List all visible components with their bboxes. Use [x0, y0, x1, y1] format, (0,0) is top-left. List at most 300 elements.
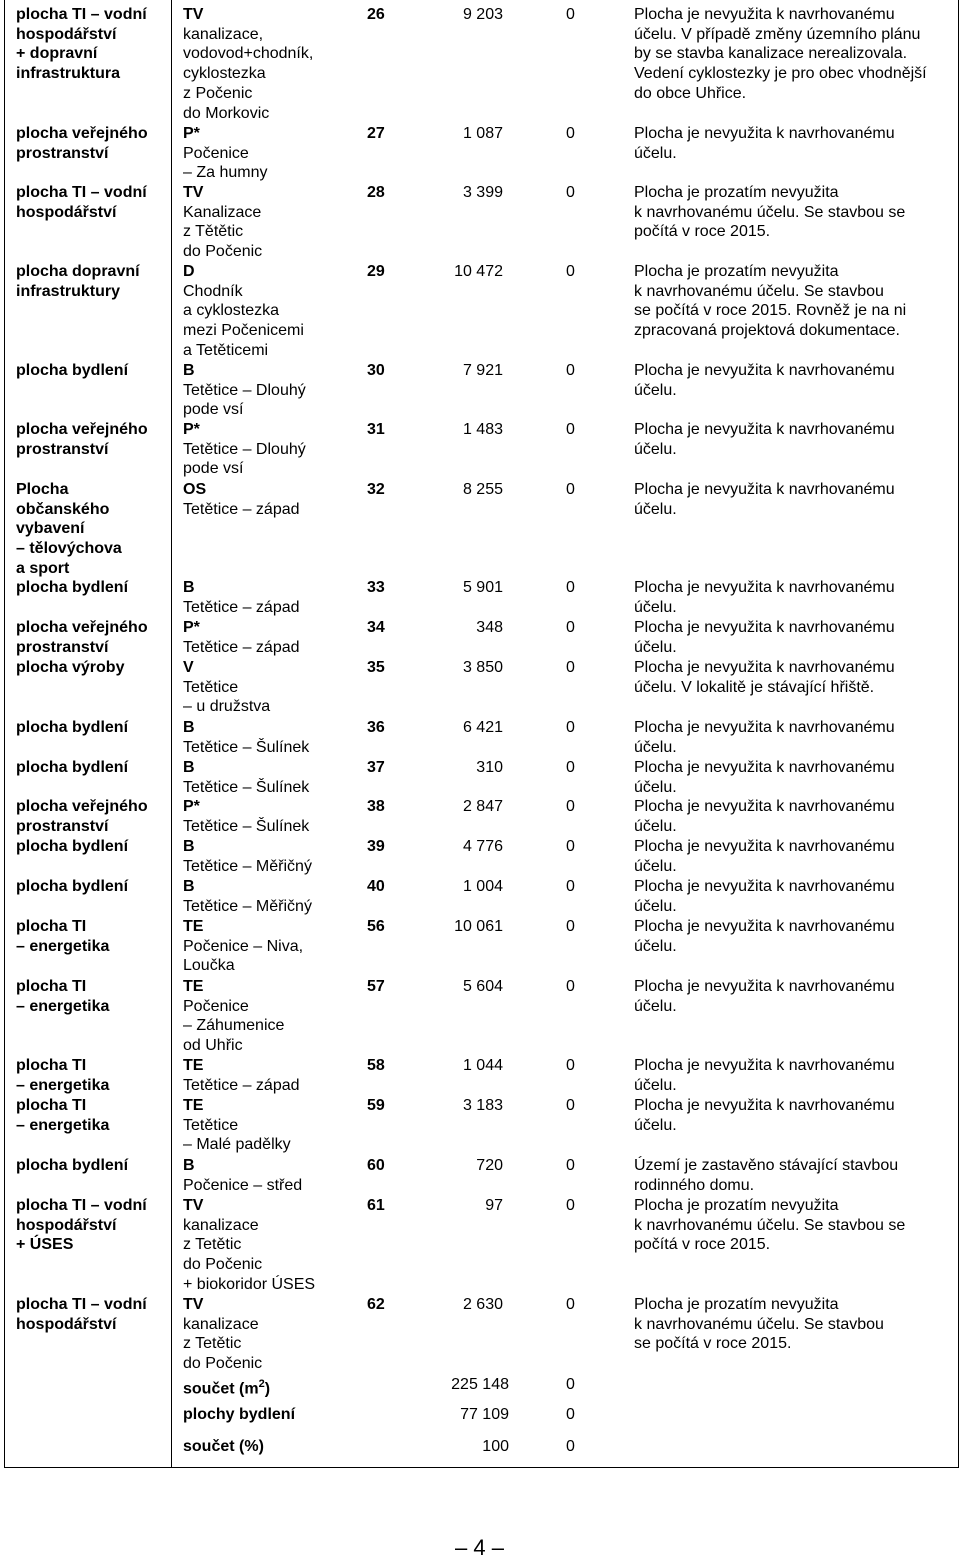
area-number [367, 1096, 395, 1116]
area-used-line: 0 [566, 1296, 575, 1313]
area-location-line: Počenice [183, 997, 249, 1015]
area-location-line: do Počenic [183, 1256, 263, 1274]
area-size [425, 837, 503, 857]
area-type [16, 420, 166, 459]
area-location [183, 797, 353, 836]
area-location [183, 361, 353, 420]
area-note-line: Plocha je nevyužita k navrhovanému [634, 362, 895, 379]
area-type-line: plocha dopravní [16, 263, 140, 280]
area-type-line: plocha TI [16, 1097, 87, 1114]
area-used-line: 0 [566, 619, 575, 636]
area-note [634, 1295, 954, 1354]
area-type-line: občanského [16, 500, 110, 518]
area-note-line: účelu. V lokalitě je stávající hřiště. [634, 678, 875, 696]
area-number [367, 797, 395, 817]
area-location-line: Tetětice – západ [183, 1076, 300, 1094]
area-used [566, 361, 580, 381]
area-number-line: 56 [367, 918, 385, 935]
area-location-line: Tetětice – Měřičný [183, 857, 312, 875]
area-note [634, 361, 954, 400]
area-note-line: účelu. [634, 1076, 677, 1094]
area-type-line: plocha TI – vodní [16, 6, 147, 23]
area-note-line: Plocha je nevyužita k navrhovanému [634, 878, 895, 895]
area-type [16, 5, 166, 84]
area-note-line: k navrhovanému účelu. Se stavbou [634, 282, 884, 300]
area-location-line: Chodník [183, 282, 243, 300]
area-number-line: 29 [367, 263, 385, 280]
area-location-line: Tetětice – západ [183, 638, 300, 656]
area-number [367, 578, 395, 598]
area-location [183, 480, 353, 519]
area-used [566, 1056, 580, 1076]
area-note-line: do obce Uhřice. [634, 84, 747, 102]
area-note-line: Plocha je nevyužita k navrhovanému [634, 579, 895, 596]
area-type-line: hospodářství [16, 25, 117, 43]
area-type-line: prostranství [16, 638, 109, 656]
area-location-line: Loučka [183, 957, 235, 975]
area-location [183, 877, 353, 916]
area-location-line: Tetětice – Měřičný [183, 897, 312, 915]
area-location-line: B [183, 838, 195, 855]
area-number-line: 26 [367, 6, 385, 23]
area-number [367, 262, 395, 282]
area-location-line: a Tetěticemi [183, 341, 269, 359]
area-location-line: Počenice – Niva, [183, 937, 304, 955]
area-note [634, 183, 954, 242]
area-note-line: se počítá v roce 2015. Rovněž je na ni [634, 302, 907, 320]
area-used [566, 977, 580, 997]
area-number [367, 718, 395, 738]
area-size [425, 578, 503, 598]
area-location-line: – u družstva [183, 698, 271, 716]
summary-used: 0 [566, 1376, 575, 1393]
area-size-line: 97 [485, 1197, 503, 1214]
area-number [367, 480, 395, 500]
area-number [367, 183, 395, 203]
area-type-line: hospodářství [16, 1216, 117, 1234]
area-type-line: plocha veřejného [16, 619, 148, 636]
area-location-line: kanalizace [183, 1315, 259, 1333]
area-location-line: cyklostezka [183, 65, 266, 83]
area-note-line: účelu. [634, 1116, 677, 1134]
column-divider [171, 0, 172, 1468]
area-location-line: – Za humny [183, 164, 268, 182]
area-used-line: 0 [566, 1157, 575, 1174]
area-number-line: 58 [367, 1057, 385, 1074]
area-type-line: plocha bydlení [16, 878, 129, 895]
area-size [425, 1156, 503, 1176]
area-type-line: plocha TI – vodní [16, 1296, 147, 1313]
area-number [367, 1156, 395, 1176]
area-note [634, 578, 954, 617]
area-size-line: 1 044 [462, 1057, 503, 1074]
area-location [183, 5, 353, 123]
area-location [183, 183, 353, 262]
area-type-line: plocha veřejného [16, 798, 148, 815]
area-note [634, 977, 954, 1016]
area-type-line: plocha TI [16, 1057, 87, 1074]
area-type-line: plocha TI – vodní [16, 1197, 147, 1214]
area-size-line: 5 604 [462, 978, 503, 995]
area-note-line: účelu. [634, 500, 677, 518]
area-note-line: účelu. [634, 857, 677, 875]
area-location-line: kanalizace [183, 1216, 259, 1234]
area-number-line: 31 [367, 421, 385, 438]
area-location-line: TE [183, 918, 204, 935]
area-number [367, 877, 395, 897]
summary-used: 0 [566, 1438, 575, 1455]
area-location [183, 837, 353, 876]
area-size-line: 7 921 [462, 362, 503, 379]
area-note-line: účelu. [634, 381, 677, 399]
area-type-line: – energetika [16, 937, 110, 955]
area-location-line: + biokoridor ÚSES [183, 1275, 316, 1293]
area-location [183, 1196, 353, 1295]
area-note [634, 5, 954, 104]
area-used [566, 5, 580, 25]
area-location-line: B [183, 362, 195, 379]
area-note-line: Plocha je prozatím nevyužita [634, 1197, 839, 1214]
area-number-line: 57 [367, 978, 385, 995]
area-location-line: B [183, 759, 195, 776]
area-location-line: z Počenic [183, 84, 253, 102]
area-number-line: 60 [367, 1157, 385, 1174]
area-location [183, 618, 353, 657]
area-note [634, 797, 954, 836]
area-used-line: 0 [566, 481, 575, 498]
area-used-line: 0 [566, 579, 575, 596]
area-size [425, 262, 503, 282]
area-size [425, 183, 503, 203]
area-size-line: 6 421 [462, 719, 503, 736]
area-used [566, 124, 580, 144]
area-size [425, 480, 503, 500]
area-number-line: 33 [367, 579, 385, 596]
area-size [425, 977, 503, 997]
area-number-line: 30 [367, 362, 385, 379]
area-note-line: Plocha je nevyužita k navrhovanému [634, 421, 895, 438]
area-size [425, 658, 503, 678]
area-location-line: Počenice [183, 144, 249, 162]
area-type-line: plocha veřejného [16, 421, 148, 438]
area-size-line: 3 183 [462, 1097, 503, 1114]
area-note [634, 480, 954, 519]
area-note-line: k navrhovanému účelu. Se stavbou se [634, 203, 906, 221]
area-used [566, 262, 580, 282]
summary-label: součet $(m^2)$ [183, 1378, 271, 1398]
area-size-line: 2 630 [462, 1296, 503, 1313]
area-location-line: B [183, 1157, 195, 1174]
area-number-line: 38 [367, 798, 385, 815]
area-location-line: a cyklostezka [183, 302, 280, 320]
area-location-line: Tetětice – západ [183, 500, 300, 518]
area-note-line: rodinného domu. [634, 1176, 755, 1194]
area-note-line: účelu. [634, 997, 677, 1015]
area-note-line: účelu. [634, 817, 677, 835]
area-type-line: – energetika [16, 1076, 110, 1094]
area-location-line: Tetětice – Šulínek [183, 778, 310, 796]
area-location [183, 658, 353, 717]
area-note-line: Území je zastavěno stávající stavbou [634, 1157, 899, 1174]
area-used [566, 1196, 580, 1216]
area-size [425, 877, 503, 897]
area-type [16, 1156, 166, 1176]
area-location-line: Tetětice – západ [183, 598, 300, 616]
area-location-line: OS [183, 481, 207, 498]
area-type-line: plocha výroby [16, 659, 125, 676]
area-note-line: počítá v roce 2015. [634, 223, 771, 241]
area-note [634, 420, 954, 459]
area-type-line: plocha TI – vodní [16, 184, 147, 201]
area-number [367, 837, 395, 857]
area-type [16, 361, 166, 381]
area-number [367, 758, 395, 778]
area-size-line: 4 776 [462, 838, 503, 855]
area-type-line: – tělovýchova [16, 540, 122, 558]
area-number [367, 124, 395, 144]
area-note [634, 124, 954, 163]
area-number-line: 62 [367, 1296, 385, 1313]
area-type-line: plocha bydlení [16, 579, 129, 596]
area-size-line: 720 [476, 1157, 503, 1174]
area-note-line: účelu. [634, 144, 677, 162]
area-location-line: od Uhřic [183, 1037, 243, 1055]
page-number: – 4 – [455, 1535, 504, 1560]
area-location-line: P* [183, 619, 200, 636]
area-location-line: P* [183, 421, 200, 438]
area-note [634, 262, 954, 341]
area-location-line: pode vsí [183, 401, 244, 419]
area-used [566, 837, 580, 857]
area-note-line: Plocha je nevyužita k navrhovanému [634, 619, 895, 636]
area-location-line: TV [183, 184, 204, 201]
area-location-line: TE [183, 1057, 204, 1074]
area-used-line: 0 [566, 6, 575, 23]
area-location [183, 420, 353, 479]
area-used-line: 0 [566, 798, 575, 815]
area-used [566, 578, 580, 598]
area-type [16, 480, 166, 579]
area-location [183, 1295, 353, 1374]
area-number-line: 27 [367, 125, 385, 142]
area-used [566, 797, 580, 817]
area-size [425, 1096, 503, 1116]
area-type-line: plocha bydlení [16, 1157, 129, 1174]
area-location-line: do Morkovic [183, 104, 270, 122]
area-type-line: prostranství [16, 817, 109, 835]
area-location-line: Kanalizace [183, 203, 262, 221]
area-type-line: + dopravní [16, 45, 98, 63]
area-number [367, 1196, 395, 1216]
area-location-line: B [183, 878, 195, 895]
area-location-line: – Malé padělky [183, 1136, 291, 1154]
area-used-line: 0 [566, 362, 575, 379]
area-note [634, 877, 954, 916]
area-used-line: 0 [566, 759, 575, 776]
area-note-line: k navrhovanému účelu. Se stavbou se [634, 1216, 906, 1234]
area-location-line: Počenice – střed [183, 1176, 303, 1194]
area-size-line: 1 087 [462, 125, 503, 142]
area-used-line: 0 [566, 918, 575, 935]
area-type-line: plocha TI [16, 918, 87, 935]
area-location-line: V [183, 659, 194, 676]
area-note-line: se počítá v roce 2015. [634, 1335, 792, 1353]
area-note [634, 618, 954, 657]
area-type [16, 917, 166, 956]
area-location-line: z Tětětic [183, 223, 244, 241]
area-location-line: z Tetětic [183, 1236, 242, 1254]
area-location-line: P* [183, 798, 200, 815]
area-size [425, 1056, 503, 1076]
area-used [566, 917, 580, 937]
area-note [634, 917, 954, 956]
area-used-line: 0 [566, 719, 575, 736]
area-type-line: plocha TI [16, 978, 87, 995]
area-type [16, 758, 166, 778]
area-note-line: Plocha je nevyužita k navrhovanému [634, 918, 895, 935]
area-type-line: plocha veřejného [16, 125, 148, 142]
area-used [566, 480, 580, 500]
area-location-line: do Počenic [183, 243, 263, 261]
area-type-line: prostranství [16, 144, 109, 162]
area-type-line: hospodářství [16, 203, 117, 221]
summary-value: 77 109 [460, 1406, 509, 1423]
area-used-line: 0 [566, 1097, 575, 1114]
area-note-line: Plocha je nevyužita k navrhovanému [634, 838, 895, 855]
area-note-line: Plocha je nevyužita k navrhovanému [634, 978, 895, 995]
area-used [566, 758, 580, 778]
area-size-line: 9 203 [462, 6, 503, 23]
area-type-line: prostranství [16, 440, 109, 458]
area-location-line: do Počenic [183, 1355, 263, 1373]
area-number [367, 1295, 395, 1315]
area-size [425, 124, 503, 144]
area-type [16, 1056, 166, 1095]
area-note-line: Plocha je prozatím nevyužita [634, 184, 839, 201]
summary-label: součet (%) [183, 1438, 264, 1455]
area-size [425, 618, 503, 638]
area-size [425, 5, 503, 25]
area-used [566, 420, 580, 440]
area-note [634, 718, 954, 757]
area-note-line: Plocha je nevyužita k navrhovanému [634, 659, 895, 676]
area-note [634, 1156, 954, 1195]
area-location-line: D [183, 263, 195, 280]
area-type [16, 977, 166, 1016]
area-size [425, 361, 503, 381]
area-number-line: 40 [367, 878, 385, 895]
area-number [367, 658, 395, 678]
area-size [425, 758, 503, 778]
area-location-line: z Tetětic [183, 1335, 242, 1353]
area-location-line: P* [183, 125, 200, 142]
area-note-line: účelu. [634, 738, 677, 756]
area-used [566, 183, 580, 203]
area-location [183, 578, 353, 617]
area-note-line: počítá v roce 2015. [634, 1236, 771, 1254]
area-size-line: 5 901 [462, 579, 503, 596]
area-type-line: – energetika [16, 997, 110, 1015]
area-number-line: 32 [367, 481, 385, 498]
area-size [425, 797, 503, 817]
area-location [183, 1156, 353, 1195]
area-number-line: 61 [367, 1197, 385, 1214]
area-note-line: Plocha je nevyužita k navrhovanému [634, 1057, 895, 1074]
area-number-line: 59 [367, 1097, 385, 1114]
area-number-line: 34 [367, 619, 385, 636]
area-location-line: TE [183, 978, 204, 995]
area-size-line: 8 255 [462, 481, 503, 498]
area-size-line: 2 847 [462, 798, 503, 815]
area-type [16, 1295, 166, 1334]
area-location-line: Tetětice – Šulínek [183, 817, 310, 835]
area-type-line: plocha bydlení [16, 759, 129, 776]
area-location-line: TE [183, 1097, 204, 1114]
area-used-line: 0 [566, 1057, 575, 1074]
area-type-line: infrastruktury [16, 282, 121, 300]
area-number-line: 37 [367, 759, 385, 776]
area-number-line: 35 [367, 659, 385, 676]
area-location-line: TV [183, 1296, 204, 1313]
area-type [16, 618, 166, 657]
area-size-line: 10 472 [454, 263, 503, 280]
area-location [183, 262, 353, 361]
area-note-line: Vedení cyklostezky je pro obec vhodnější [634, 65, 927, 83]
area-note-line: účelu. [634, 778, 677, 796]
area-type [16, 877, 166, 897]
area-note-line: Plocha je nevyužita k navrhovanému [634, 719, 895, 736]
area-type [16, 262, 166, 301]
area-location-line: TV [183, 6, 204, 23]
area-type-line: – energetika [16, 1116, 110, 1134]
area-number-line: 36 [367, 719, 385, 736]
area-number [367, 618, 395, 638]
area-number-line: 28 [367, 184, 385, 201]
area-location-line: Tetětice – Šulínek [183, 738, 310, 756]
area-size [425, 718, 503, 738]
area-size-line: 348 [476, 619, 503, 636]
area-size [425, 1295, 503, 1315]
area-number [367, 5, 395, 25]
area-number-line: 39 [367, 838, 385, 855]
area-used-line: 0 [566, 125, 575, 142]
area-size [425, 420, 503, 440]
area-location-line: B [183, 579, 195, 596]
area-used [566, 877, 580, 897]
summary-used: 0 [566, 1406, 575, 1423]
area-location-line: vodovod+chodník, [183, 45, 314, 63]
summary-value: 100 [482, 1438, 509, 1455]
area-note [634, 837, 954, 876]
area-used-line: 0 [566, 184, 575, 201]
area-note-line: by se stavba kanalizace nerealizovala. [634, 45, 908, 63]
area-location-line: Tetětice [183, 678, 239, 696]
area-type [16, 797, 166, 836]
area-type-line: hospodářství [16, 1315, 117, 1333]
area-used-line: 0 [566, 659, 575, 676]
area-used [566, 1295, 580, 1315]
area-note [634, 658, 954, 697]
area-type-line: vybavení [16, 520, 85, 538]
area-type [16, 718, 166, 738]
area-used-line: 0 [566, 978, 575, 995]
area-location-line: kanalizace, [183, 25, 264, 43]
area-note-line: Plocha je nevyužita k navrhovanému [634, 125, 895, 142]
area-note-line: účelu. [634, 440, 677, 458]
area-used-line: 0 [566, 263, 575, 280]
area-type [16, 183, 166, 222]
area-location-line: Tetětice [183, 1116, 239, 1134]
